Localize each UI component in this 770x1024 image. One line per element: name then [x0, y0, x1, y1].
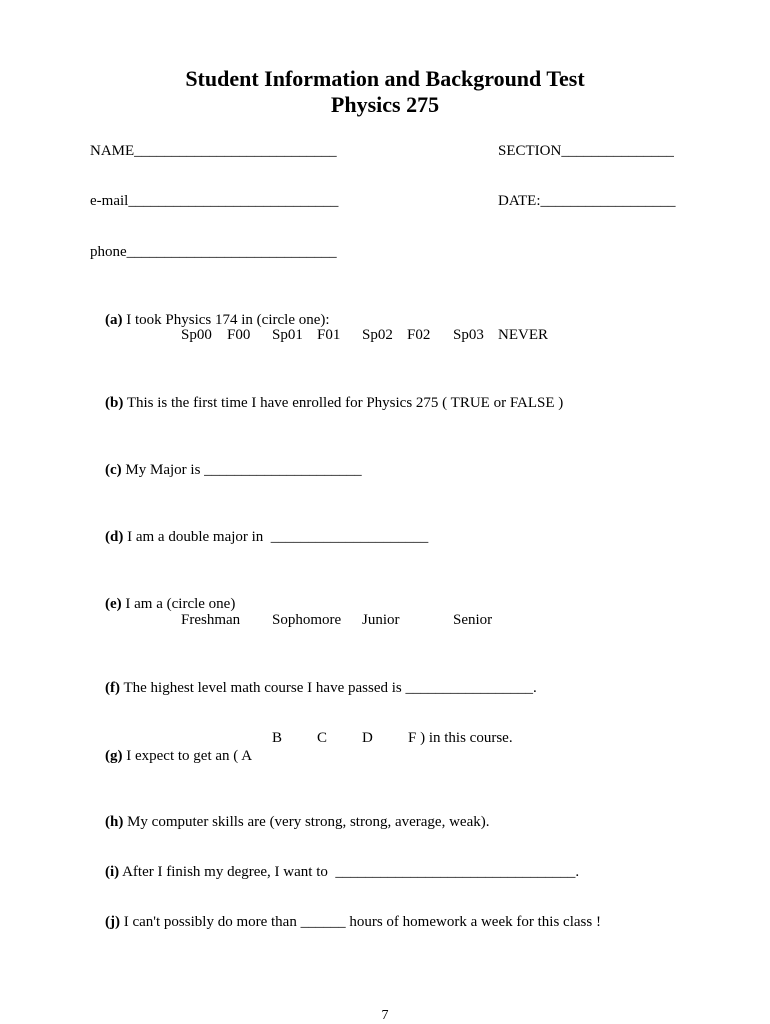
question-d-text: I am a double major in _____________________ [123, 529, 429, 545]
grade-option-d[interactable]: D [362, 730, 373, 746]
question-b-label: (b) [105, 395, 124, 411]
date-field[interactable]: DATE:__________________ [498, 193, 676, 209]
question-f-text: The highest level math course I have passed is _________________. [120, 680, 537, 696]
grade-option-c[interactable]: C [317, 730, 328, 746]
question-d-label: (d) [105, 529, 124, 545]
question-d [90, 510, 428, 564]
question-c-text: My Major is _____________________ [121, 462, 362, 478]
option-junior[interactable]: Junior [362, 612, 400, 628]
question-e-text: I am a (circle one) [121, 596, 236, 612]
question-f-label: (f) [105, 680, 120, 696]
question-a-text: I took Physics 174 in (circle one): [122, 312, 330, 328]
option-sophomore[interactable]: Sophomore [272, 612, 342, 628]
option-sp03[interactable]: Sp03 [453, 327, 484, 343]
page-number: 7 [381, 1008, 389, 1023]
option-never[interactable]: NEVER [498, 327, 548, 343]
option-f01[interactable]: F01 [317, 327, 341, 343]
option-freshman[interactable]: Freshman [181, 612, 241, 628]
question-b-text: This is the first time I have enrolled for Physics 275 ( TRUE or FALSE ) [123, 395, 564, 411]
question-j-label: (j) [105, 914, 120, 930]
question-g-label: (g) [105, 748, 123, 764]
email-field[interactable]: e-mail____________________________ [90, 193, 339, 209]
name-field[interactable]: NAME___________________________ [90, 143, 337, 159]
section-field[interactable]: SECTION_______________ [498, 143, 674, 159]
option-senior[interactable]: Senior [453, 612, 493, 628]
question-f [90, 661, 537, 715]
question-j [90, 895, 601, 949]
grade-option-b[interactable]: B [272, 730, 283, 746]
question-a-label: (a) [105, 312, 123, 328]
grade-option-f[interactable]: F ) in this course. [408, 730, 513, 746]
question-i-label: (i) [105, 864, 120, 880]
question-c [90, 443, 362, 497]
option-f00[interactable]: F00 [227, 327, 251, 343]
question-b [90, 376, 563, 430]
question-g [90, 729, 252, 783]
question-j-text: I can't possibly do more than ______ hours of homework a week for this class ! [120, 914, 601, 930]
page-subtitle: Physics 275 [330, 92, 440, 117]
option-sp01[interactable]: Sp01 [272, 327, 303, 343]
question-h [90, 795, 489, 849]
question-g-text: I expect to get an ( A [122, 748, 253, 764]
question-h-label: (h) [105, 814, 124, 830]
option-sp02[interactable]: Sp02 [362, 327, 393, 343]
question-e-label: (e) [105, 596, 122, 612]
option-sp00[interactable]: Sp00 [181, 327, 212, 343]
page-title: Student Information and Background Test [185, 66, 585, 91]
question-i [90, 845, 579, 899]
question-h-text: My computer skills are (very strong, strong, average, weak). [123, 814, 490, 830]
option-f02[interactable]: F02 [407, 327, 431, 343]
question-i-text: After I finish my degree, I want to ________________________________. [119, 864, 580, 880]
question-c-label: (c) [105, 462, 122, 478]
phone-field[interactable]: phone____________________________ [90, 244, 337, 260]
